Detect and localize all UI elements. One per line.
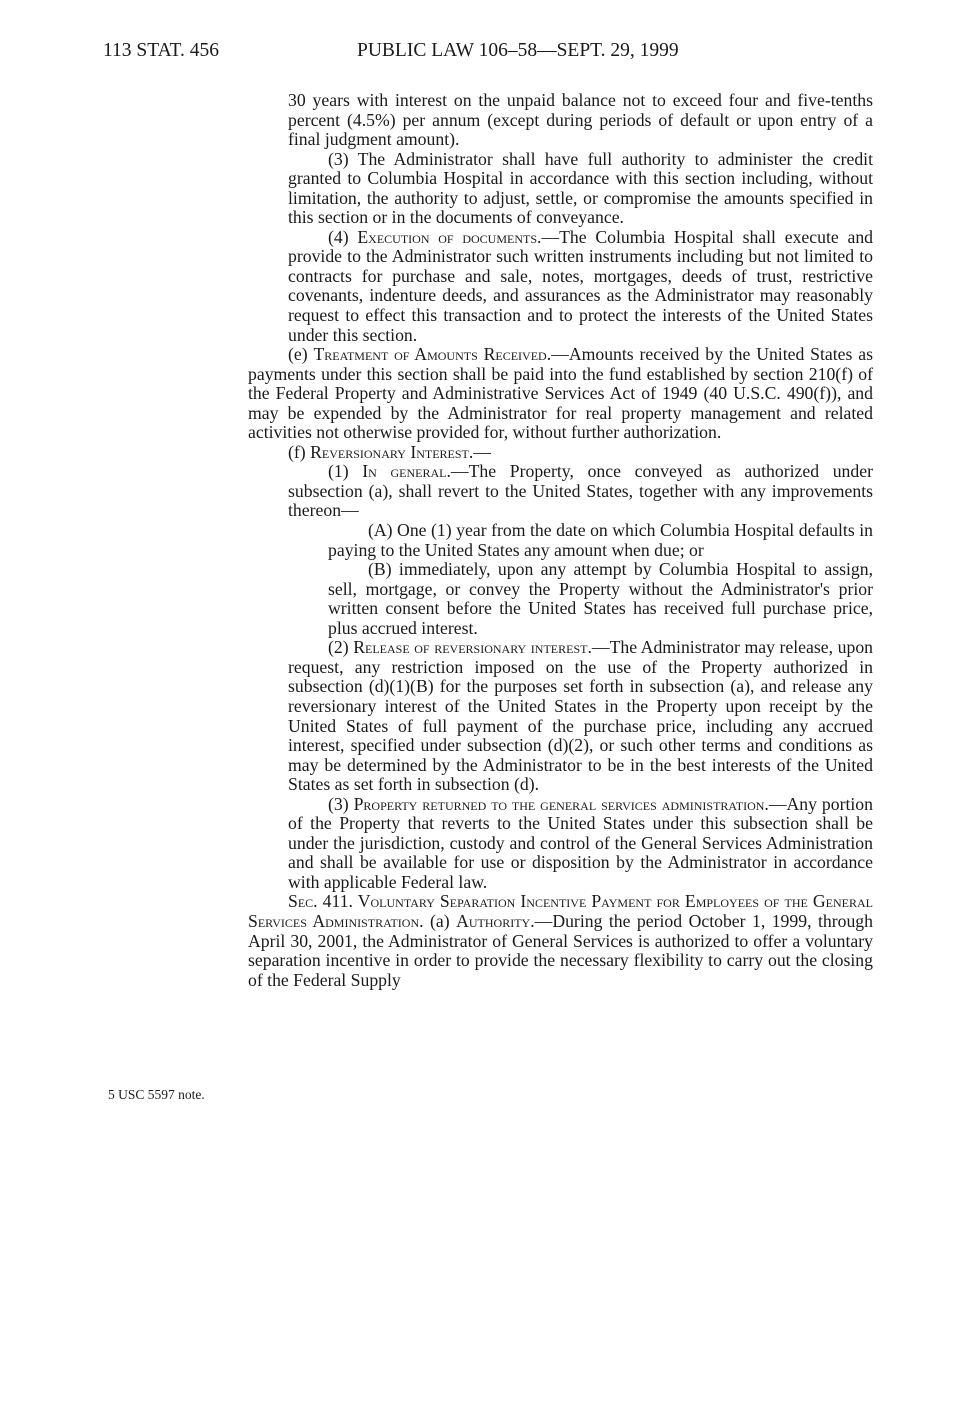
paragraph-administrator-authority: (3) The Administrator shall have full authority to administer the credit granted to Columbia Hospital in accordance with this section including, without limitation, the authority to adjust, settle, or compromise the amounts specified in this section or in the documents of conveyance. [288, 148, 873, 228]
section-number: Sec. 411. [288, 891, 358, 912]
paragraph-text: .—Amounts received by the United States as payments under this section shall be paid into the fund established by section 210(f) of the Federal Property and Administrative Services Act of 1949 (40 U.S.C. 490(f)), and may be expended by the Administrator for real property management and related activities not otherwise provided for, without further authorization. [248, 344, 873, 443]
page-header [103, 40, 765, 70]
paragraph-execution-of-documents [248, 228, 873, 345]
paragraph-in-general [248, 462, 873, 521]
public-law-title: PUBLIC LAW 106–58—SEPT. 29, 1999 [357, 40, 679, 61]
section-411 [248, 892, 873, 990]
section-separator: . (a) [419, 910, 457, 931]
document-body [248, 91, 873, 990]
paragraph-heading: Treatment of Amounts Received [313, 344, 547, 365]
paragraph-property-returned [248, 795, 873, 893]
paragraph-text: .— [468, 441, 491, 462]
stat-citation: 113 STAT. 456 [103, 40, 219, 61]
paragraph-heading: Release of reversionary interest [353, 637, 588, 658]
paragraph-treatment-of-amounts [248, 345, 873, 443]
paragraph-reversionary-interest [248, 443, 873, 463]
section-heading: Voluntary Separation Incentive Payment for Employees of the General Services Administration [248, 891, 873, 931]
paragraph-text: .—Any portion of the Property that reverts to the United States under this subsection shall be under the jurisdiction, custody and control of the General Services Administration and shall be available for use or disposition by the Administrator in accordance with applicable Federal law. [288, 793, 873, 892]
paragraph-number: (e) [288, 344, 314, 365]
subparagraph-a: (A) One (1) year from the date on which Columbia Hospital defaults in paying to the United States any amount when due; or [328, 520, 873, 560]
paragraph-text: .—The Property, once conveyed as authorized under subsection (a), shall revert to the United States, together with any improvements thereon— [288, 461, 873, 521]
subparagraph-b: (B) immediately, upon any attempt by Columbia Hospital to assign, sell, mortgage, or convey the Property without the Administrator's prior written consent before the United States has received full purchase price, plus accrued interest. [328, 559, 873, 638]
margin-note: 5 USC 5597 note. [108, 1087, 205, 1102]
paragraph-number: (2) [328, 637, 354, 658]
section-text: .—During the period October 1, 1999, through April 30, 2001, the Administrator of General Services is authorized to offer a voluntary separation incentive in order to provide the necessary flexibility to carry out the closing of the Federal Supply [248, 910, 873, 990]
paragraph-number: (3) [328, 793, 354, 814]
paragraph-text: .—The Columbia Hospital shall execute and provide to the Administrator such written instruments including but not limited to contracts for purchase and sale, notes, mortgages, deeds of trust, restrictive covenants, indenture deeds, and assurances as the Administrator may reasonably request to effect this transaction and to protect the interests of the United States under this section. [288, 226, 874, 345]
paragraph-continuation: 30 years with interest on the unpaid balance not to exceed four and five-tenths percent (4.5%) per annum (except during periods of default or upon entry of a final judgment amount). [288, 90, 873, 150]
paragraph-number: (1) [328, 461, 363, 482]
paragraph-heading: In general [362, 461, 447, 482]
paragraph-heading: Property returned to the general services administration [353, 793, 765, 814]
paragraph-number: (f) [288, 441, 311, 462]
subsection-heading: Authority [456, 910, 531, 931]
paragraph-number: (4) [328, 226, 358, 247]
paragraph-text: .—The Administrator may release, upon request, any restriction imposed on the use of the Property authorized in subsection (d)(1)(B) for the purposes set forth in subsection (a), and release any reversionary interest of the United States in the Property upon receipt by the United States of full payment of the purchase price, including any accrued interest, specified under subsection (d)(2), or such other terms and conditions as may be determined by the Administrator to be in the best interests of the United States as set forth in subsection (d). [288, 637, 874, 795]
paragraph-heading: Execution of documents [357, 226, 538, 247]
paragraph-heading: Reversionary Interest [310, 441, 469, 462]
paragraph-release-of-reversionary-interest [248, 638, 873, 794]
